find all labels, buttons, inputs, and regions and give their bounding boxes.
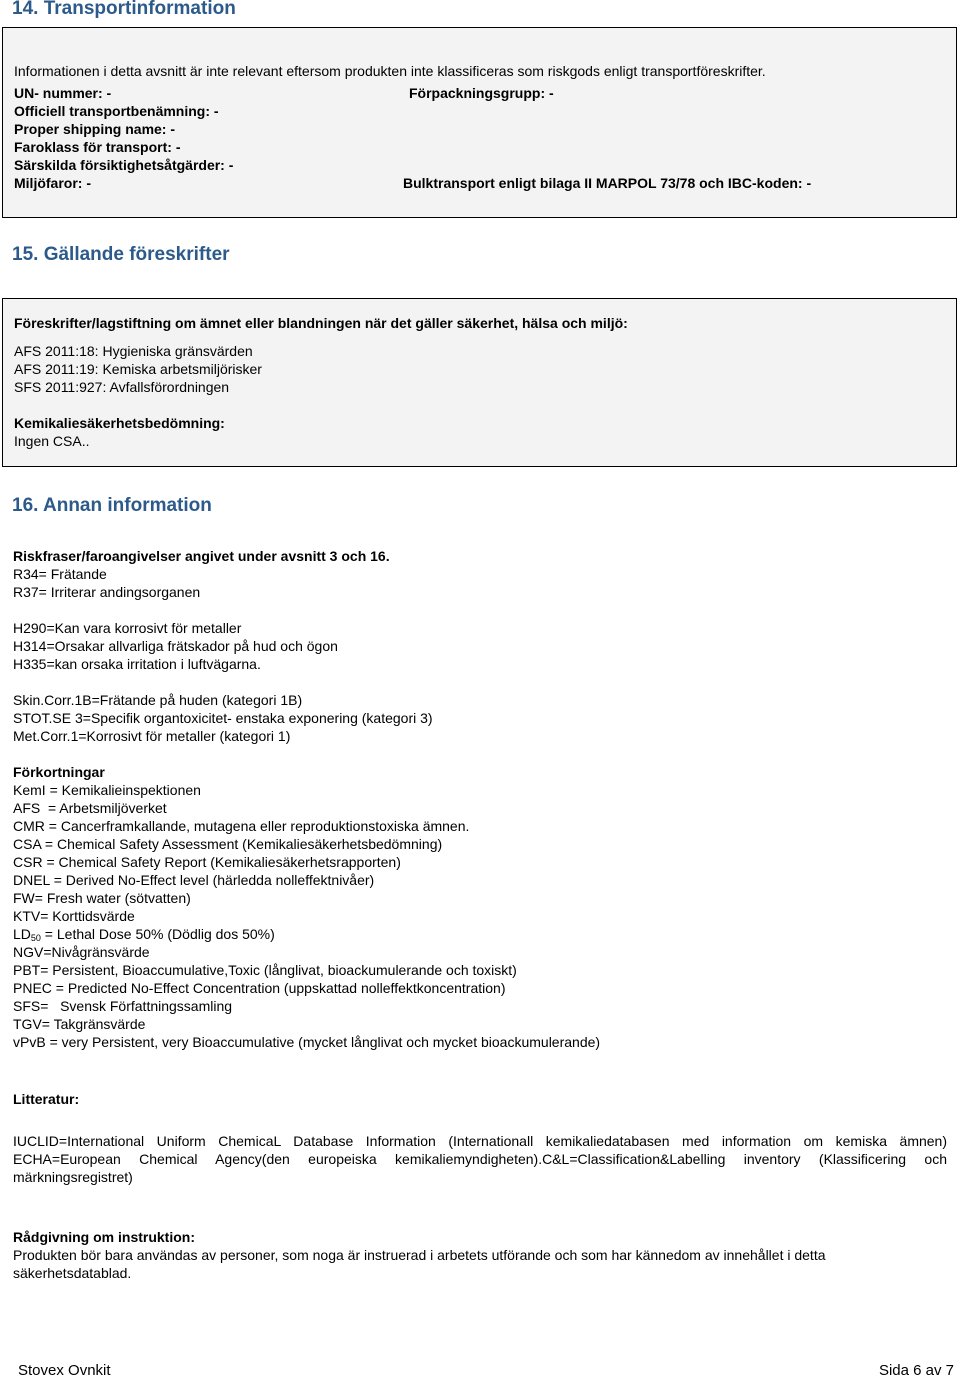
h-phrase: H314=Orsakar allvarliga frätskador på hud och ögon: [13, 638, 338, 654]
ld-description: = Lethal Dose 50% (Dödlig dos 50%): [40, 926, 275, 942]
abbreviation-item: SFS= Svensk Författningssamling: [13, 998, 233, 1014]
abbreviation-item: CSA = Chemical Safety Assessment (Kemikaliesäkerhetsbedömning): [13, 836, 443, 852]
r-phrase: R37= Irriterar andingsorganen: [13, 584, 201, 600]
footer-product-name: Stovex Ovnkit: [18, 1362, 111, 1379]
abbreviation-item: CMR = Cancerframkallande, mutagena eller reproduktionstoxiska ämnen.: [13, 818, 470, 834]
regulation-item: AFS 2011:19: Kemiska arbetsmiljörisker: [14, 361, 262, 377]
abbreviation-item: AFS = Arbetsmiljöverket: [13, 800, 167, 816]
abbreviation-item: vPvB = very Persistent, very Bioaccumulative (mycket långlivat och mycket bioackumulerande): [13, 1034, 601, 1050]
regulations-box: [2, 298, 957, 467]
advice-heading: Rådgivning om instruktion:: [13, 1229, 195, 1245]
transport-intro: Informationen i detta avsnitt är inte relevant eftersom produkten inte klassificeras som riskgods enligt transportföreskrifter.: [14, 63, 766, 79]
regulation-item: SFS 2011:927: Avfallsförordningen: [14, 379, 230, 395]
abbreviation-item: FW= Fresh water (sötvatten): [13, 890, 191, 906]
proper-shipping-name: Proper shipping name: -: [14, 121, 176, 137]
official-transport-name: Officiell transportbenämning: -: [14, 103, 219, 119]
ld-prefix: LD: [13, 926, 31, 942]
regulations-heading: Föreskrifter/lagstiftning om ämnet eller blandningen när det gäller säkerhet, hälsa och miljö:: [14, 315, 628, 331]
un-number: UN- nummer: -: [14, 85, 112, 101]
section-16-title: 16. Annan information: [12, 495, 212, 516]
ld-subscript: 50: [30, 933, 41, 943]
footer-page-number: Sida 6 av 7: [878, 1362, 954, 1379]
packing-group: Förpackningsgrupp: -: [409, 85, 554, 101]
abbreviation-item: TGV= Takgränsvärde: [13, 1016, 146, 1032]
abbreviation-item: PNEC = Predicted No-Effect Concentration (uppskattad nolleffektkoncentration): [13, 980, 506, 996]
h-phrase: H335=kan orsaka irritation i luftvägarna.: [13, 656, 261, 672]
special-precautions: Särskilda försiktighetsåtgärder: -: [14, 157, 234, 173]
section-15-title: 15. Gällande föreskrifter: [12, 244, 230, 265]
abbreviation-item: KemI = Kemikalieinspektionen: [13, 782, 201, 798]
csa-heading: Kemikaliesäkerhetsbedömning:: [14, 415, 225, 431]
hazard-class-item: STOT.SE 3=Specifik organtoxicitet- enstaka exponering (kategori 3): [13, 710, 433, 726]
regulation-item: AFS 2011:18: Hygieniska gränsvärden: [14, 343, 253, 359]
literature-text: IUCLID=International Uniform ChemicaL Database Information (Internationall kemikaliedatabasen med information om kemiska ämnen) ECHA=European Chemical Agency(den europeiska kemikaliemyndigheten).C&L=Classification&Labelling inventory (Klassificering och märkningsregistret): [13, 1133, 947, 1185]
literature-heading: Litteratur:: [13, 1091, 80, 1107]
hazard-class-item: Skin.Corr.1B=Frätande på huden (kategori 1B): [13, 692, 303, 708]
section-14-title: 14. Transportinformation: [12, 0, 236, 19]
environmental-hazards: Miljöfaror: -: [14, 175, 91, 191]
risk-phrases-heading: Riskfraser/faroangivelser angivet under avsnitt 3 och 16.: [13, 548, 390, 564]
abbreviation-item: PBT= Persistent, Bioaccumulative,Toxic (långlivat, bioackumulerande och toxiskt): [13, 962, 517, 978]
h-phrase: H290=Kan vara korrosivt för metaller: [13, 620, 242, 636]
abbreviation-item: NGV=Nivågränsvärde: [13, 944, 150, 960]
advice-text: Produkten bör bara användas av personer, som noga är instruerad i arbetets utförande och som har kännedom av innehållet i detta säkerhetsdatablad.: [13, 1247, 826, 1281]
hazard-class-item: Met.Corr.1=Korrosivt för metaller (kategori 1): [13, 728, 291, 744]
bulk-transport: Bulktransport enligt bilaga II MARPOL 73/78 och IBC-koden: -: [403, 175, 812, 191]
transport-info-box: [2, 27, 957, 218]
abbreviation-item: CSR = Chemical Safety Report (Kemikaliesäkerhetsrapporten): [13, 854, 401, 870]
abbreviation-item: KTV= Korttidsvärde: [13, 908, 135, 924]
csa-value: Ingen CSA..: [14, 433, 90, 449]
r-phrase: R34= Frätande: [13, 566, 107, 582]
abbreviation-item: DNEL = Derived No-Effect level (härledda nolleffektnivåer): [13, 872, 375, 888]
abbreviations-heading: Förkortningar: [13, 764, 105, 780]
transport-hazard-class: Faroklass för transport: -: [14, 139, 181, 155]
